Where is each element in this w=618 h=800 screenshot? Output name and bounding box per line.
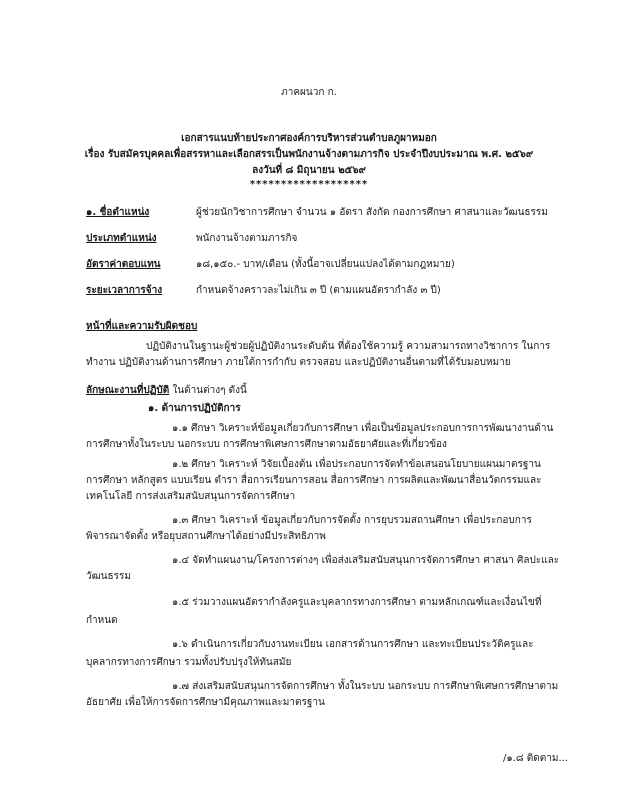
duties-heading: หน้าที่และความรับผิดชอบ <box>86 321 198 332</box>
field-label-salary: อัตราค่าตอบแทน <box>86 259 161 270</box>
work-line: บุคลากรทางการศึกษา รวมทั้งปรับปรุงให้ทันสมัย <box>86 657 292 668</box>
field-value-position: ผู้ช่วยนักวิชาการศึกษา จำนวน ๑ อัตรา สังกัด กองการศึกษา ศาสนาและวัฒนธรรม <box>196 207 548 218</box>
work-line: อัธยาศัย เพื่อให้การจัดการศึกษามีคุณภาพและมาตรฐาน <box>86 697 325 708</box>
document-date: ลงวันที่ ๘ มิถุนายน ๒๕๖๙ <box>252 165 366 176</box>
section-heading: ๑. ด้านการปฏิบัติการ <box>148 403 241 414</box>
work-line: ๑.๑ ศึกษา วิเคราะห์ข้อมูลเกี่ยวกับการศึกษา เพื่อเป็นข้อมูลประกอบการการพัฒนางานด้าน <box>172 423 554 434</box>
work-line: ๑.๖ ดำเนินการเกี่ยวกับงานทะเบียน เอกสารด้านการศึกษา และทะเบียนประวัติครูและ <box>172 639 534 650</box>
field-value-salary: ๑๘,๑๕๐.- บาท/เดือน (ทั้งนี้อาจเปลี่ยนแปลงได้ตามกฎหมาย) <box>196 259 455 270</box>
field-label-term: ระยะเวลาการจ้าง <box>86 285 163 296</box>
field-value-type: พนักงานจ้างตามภารกิจ <box>196 233 298 244</box>
work-heading-suffix: ในด้านต่างๆ ดังนี้ <box>169 385 247 396</box>
work-line: การศึกษา หลักสูตร แบบเรียน ตำรา สื่อการเรียนการสอน สื่อการศึกษา การผลิตและพัฒนาสื่อนวัตกรรมและ <box>86 475 542 486</box>
work-line: พิจารณาจัดตั้ง หรือยุบสถานศึกษาได้อย่างมีประสิทธิภาพ <box>86 531 326 542</box>
work-line: วัฒนธรรม <box>86 571 131 582</box>
work-line: ๑.๕ ร่วมวางแผนอัตรากำลังครูและบุคลากรทางการศึกษา ตามหลักเกณฑ์และเงื่อนไขที่ <box>172 597 542 608</box>
work-heading-row <box>86 384 247 398</box>
work-line: การศึกษาทั้งในระบบ นอกระบบ การศึกษาพิเศษการศึกษาตามอัธยาศัยและที่เกี่ยวข้อง <box>86 439 447 450</box>
continued-note: /๑.๘ ติดตาม... <box>503 753 569 764</box>
field-label-position: ๑. ชื่อตำแหน่ง <box>86 207 150 218</box>
work-heading: ลักษณะงานที่ปฏิบัติ <box>86 385 170 396</box>
work-line: กำหนด <box>86 615 118 626</box>
document-title: เอกสารแนบท้ายประกาศองค์การบริหารส่วนตำบลภูผาหมอก <box>181 133 437 144</box>
field-value-term: กำหนดจ้างคราวละไม่เกิน ๓ ปี (ตามแผนอัตรากำลัง ๓ ปี) <box>196 285 441 296</box>
duties-line: ทำงาน ปฏิบัติงานด้านการศึกษา ภายใต้การกำกับ ตรวจสอบ และปฏิบัติงานอื่นตามที่ได้รับมอบหมาย <box>86 357 511 368</box>
work-line: ๑.๓ ศึกษา วิเคราะห์ ข้อมูลเกี่ยวกับการจัดตั้ง การยุบรวมสถานศึกษา เพื่อประกอบการ <box>172 515 532 526</box>
document-subject: เรื่อง รับสมัครบุคคลเพื่อสรรหาและเลือกสรรเป็นพนักงานจ้างตามภารกิจ ประจำปีงบประมาณ พ.ศ. ๒๕๖๙ <box>84 149 534 160</box>
separator-stars: ******************* <box>249 179 369 190</box>
work-line: ๑.๔ จัดทำแผนงาน/โครงการต่างๆ เพื่อส่งเสริมสนับสนุนการจัดการศึกษา ศาสนา ศิลปะและ <box>172 555 560 566</box>
duties-line: ปฏิบัติงานในฐานะผู้ช่วยผู้ปฏิบัติงานระดับต้น ที่ต้องใช้ความรู้ ความสามารถทางวิชาการ ในการ <box>146 341 551 352</box>
field-label-type: ประเภทตำแหน่ง <box>86 233 157 244</box>
work-line: ๑.๗ ส่งเสริมสนับสนุนการจัดการศึกษา ทั้งในระบบ นอกระบบ การศึกษาพิเศษการศึกษาตาม <box>172 681 559 692</box>
work-line: ๑.๒ ศึกษา วิเคราะห์ วิจัยเบื้องต้น เพื่อประกอบการจัดทำข้อเสนอนโยบายแผนมาตรฐาน <box>172 459 541 470</box>
annex-label: ภาคผนวก ก. <box>281 87 337 98</box>
work-line: เทคโนโลยี การส่งเสริมสนับสนุนการจัดการศึกษา <box>86 491 296 502</box>
